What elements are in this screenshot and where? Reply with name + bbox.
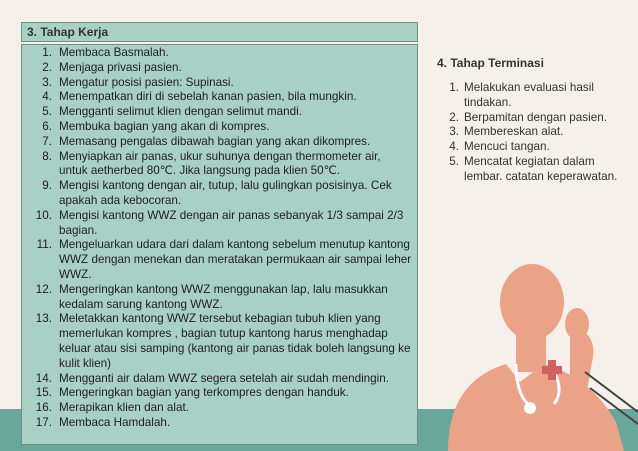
list-item-number: 4. (449, 140, 459, 154)
list-item (27, 135, 412, 150)
list-item-text: Mengeringkan kantong WWZ menggunakan lap, lalu masukkan kedalam sarung kantong WWZ. (59, 282, 388, 311)
list-item-text: Mengisi kantong WWZ dengan air panas sebanyak 1/3 sampai 2/3 bagian. (59, 208, 404, 237)
list-item-number: 5. (449, 154, 459, 168)
list-item (27, 209, 412, 239)
list-item-number: 15. (35, 386, 52, 400)
list-item-number: 4. (42, 90, 52, 104)
list-item-text: Membereskan alat. (464, 125, 564, 139)
list-item-text: Mencatat kegiatan dalam lembar. catatan keperawatan. (464, 154, 618, 183)
tahap-kerja-list (27, 46, 412, 431)
list-item (27, 312, 412, 371)
list-item-number: 6. (42, 119, 52, 133)
list-item-text: Melakukan evaluasi hasil tindakan. (464, 81, 594, 109)
tahap-terminasi-section (437, 56, 627, 185)
list-item (27, 150, 412, 180)
list-item-text: Berpamitan dengan pasien. (464, 110, 607, 124)
list-item-text: Mengisi kantong dengan air, tutup, lalu gulingkan posisinya. Cek apakah ada kebocoran. (59, 179, 392, 207)
list-item-number: 10. (35, 208, 52, 222)
list-item-text: Membaca Basmalah. (59, 46, 169, 59)
list-item-text: Menyiapkan air panas, ukur suhunya dengan thermometer air, untuk aetherbed 80℃. Jika langsung pada klien 50℃. (59, 149, 381, 178)
list-item (27, 416, 412, 431)
list-item-number: 17. (35, 415, 52, 429)
tahap-terminasi-list (437, 81, 627, 185)
list-item (27, 61, 412, 76)
list-item-text: Mengganti selimut klien dengan selimut mandi. (59, 105, 302, 119)
list-item (27, 238, 412, 282)
list-item-number: 12. (35, 282, 52, 296)
list-item (27, 401, 412, 416)
list-item-text: Mengeringkan bagian yang terkompres dengan handuk. (59, 386, 349, 400)
list-item-number: 1. (449, 81, 459, 94)
list-item (27, 90, 412, 105)
list-item (27, 120, 412, 135)
list-item-number: 2. (449, 110, 459, 124)
list-item (437, 81, 627, 111)
list-item (27, 105, 412, 120)
list-item-text: Memasang pengalas dibawah bagian yang akan dikompres. (59, 134, 371, 148)
list-item (27, 46, 412, 61)
list-item-number: 3. (449, 125, 459, 139)
list-item-number: 14. (35, 371, 52, 385)
list-item (27, 372, 412, 387)
list-item-number: 5. (42, 105, 52, 119)
list-item (27, 76, 412, 91)
list-item (27, 283, 412, 313)
list-item-text: Menjaga privasi pasien. (59, 60, 182, 74)
list-item-number: 16. (35, 401, 52, 415)
tahap-terminasi-title: 4. Tahap Terminasi (437, 56, 544, 70)
list-item-number: 1. (42, 46, 52, 59)
list-item-number: 11. (36, 238, 52, 252)
list-item (27, 386, 412, 401)
list-item-number: 7. (42, 134, 52, 148)
list-item (437, 125, 627, 140)
list-item-text: Mencuci tangan. (464, 140, 550, 154)
doctor-with-stethoscope-icon (420, 262, 638, 451)
list-item-number: 9. (42, 179, 52, 193)
list-item (27, 179, 412, 209)
list-item-text: Mengeluarkan udara dari dalam kantong sebelum menutup kantong WWZ dengan menekan dan meratakan permukaan air sampai leher WWZ. (59, 238, 412, 281)
list-item-number: 13. (35, 312, 52, 326)
list-item (437, 111, 627, 126)
list-item-text: Meletakkan kantong WWZ tersebut kebagian tubuh klien yang memerlukan kompres , bagian tutup kantong harus menghadap keluar atau sisi samping (kantong air panas tidak boleh langsung ke kulit klien) (59, 312, 411, 370)
tahap-kerja-title: 3. Tahap Kerja (27, 25, 109, 39)
list-item-number: 2. (42, 60, 52, 74)
list-item-text: Mengatur posisi pasien: Supinasi. (59, 75, 234, 89)
list-item-text: Mengganti air dalam WWZ segera setelah air sudah mendingin. (59, 371, 390, 385)
list-item (437, 155, 627, 185)
tahap-kerja-header (21, 22, 418, 42)
list-item-text: Merapikan klien dan alat. (59, 401, 189, 415)
list-item-text: Menempatkan diri di sebelah kanan pasien, bila mungkin. (59, 90, 357, 104)
list-item (437, 140, 627, 155)
list-item-text: Membuka bagian yang akan di kompres. (59, 119, 270, 133)
list-item-number: 3. (42, 75, 52, 89)
list-item-number: 8. (42, 149, 52, 163)
list-item-text: Membaca Hamdalah. (59, 415, 171, 429)
tahap-kerja-panel (21, 44, 418, 445)
